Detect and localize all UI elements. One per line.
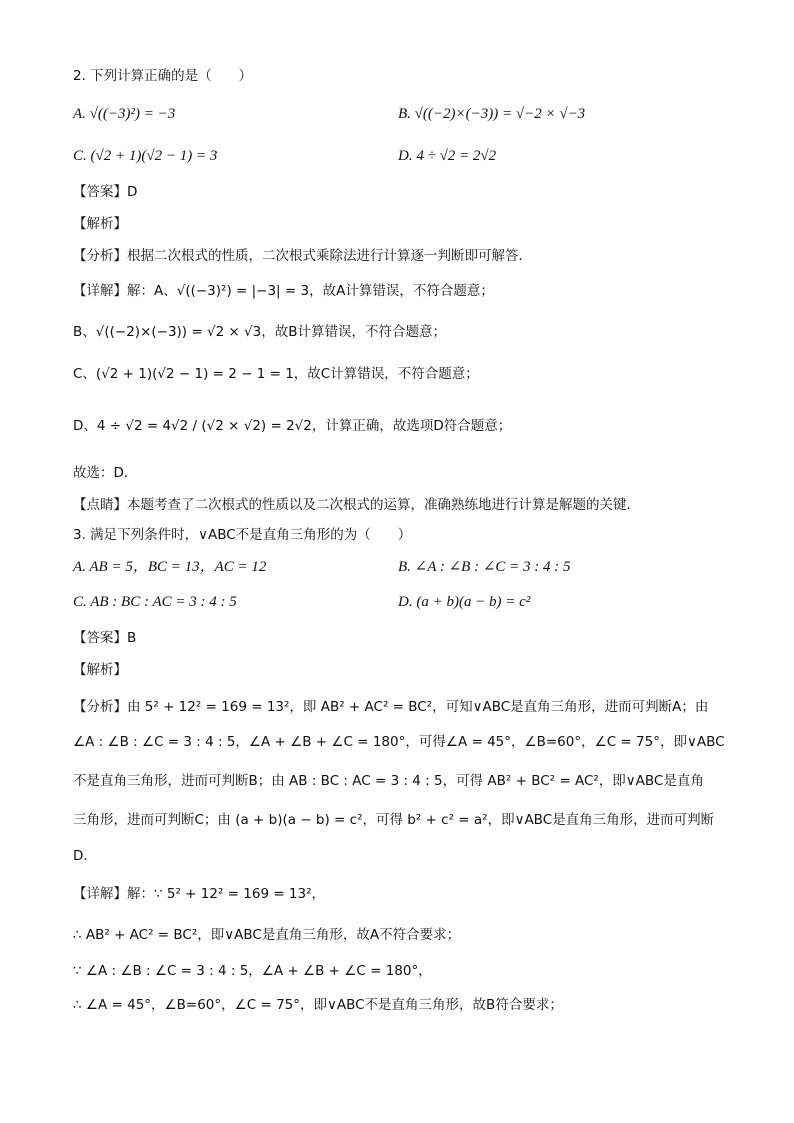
q3-analysis-line-5: D． xyxy=(73,848,97,864)
q3-option-d: D. (a + b)(a − b) = c² xyxy=(398,594,531,610)
q3-detail-line-4: ∴ ∠A = 45°，∠B=60°，∠C = 75°，即∨ABC不是直角三角形，故B符合要求； xyxy=(73,997,563,1013)
q3-option-c: C. AB : BC : AC = 3 : 4 : 5 xyxy=(73,594,237,610)
q3-stem: 3. 满足下列条件时，∨ABC不是直角三角形的为（ ） xyxy=(73,527,412,543)
q2-option-d: D. 4 ÷ √2 = 2√2 xyxy=(398,148,497,164)
q2-detail-c: C、(√2 + 1)(√2 − 1) = 2 − 1 = 1，故C计算错误，不符合题意； xyxy=(73,366,479,382)
q2-option-a: A. √((−3)²) = −3 xyxy=(73,106,176,122)
q3-answer: 【答案】B xyxy=(73,630,137,646)
q2-stem: 2. 下列计算正确的是（ ） xyxy=(73,68,253,84)
q3-analysis-line-2: ∠A : ∠B : ∠C = 3 : 4 : 5，∠A + ∠B + ∠C = 180°，可得∠A = 45°，∠B=60°，∠C = 75°，即∨ABC xyxy=(73,734,725,750)
q3-analysis-line-4: 三角形，进而可判断C；由 (a + b)(a − b) = c²，可得 b² + c² = a²，即∨ABC是直角三角形，进而可判断 xyxy=(73,812,715,828)
q2-option-c: C. (√2 + 1)(√2 − 1) = 3 xyxy=(73,148,218,164)
q2-analysis-heading: 【解析】 xyxy=(73,216,127,232)
q3-option-b: B. ∠A : ∠B : ∠C = 3 : 4 : 5 xyxy=(398,559,571,575)
q2-option-b: B. √((−2)×(−3)) = √−2 × √−3 xyxy=(398,106,586,122)
q3-option-a: A. AB = 5，BC = 13，AC = 12 xyxy=(73,559,267,575)
q3-analysis-line-1: 【分析】由 5² + 12² = 169 = 13²，即 AB² + AC² = BC²，可知∨ABC是直角三角形，进而可判断A；由 xyxy=(73,699,709,715)
q3-analysis-line-3: 不是直角三角形，进而可判断B；由 AB : BC : AC = 3 : 4 : 5，可得 AB² + BC² = AC²，即∨ABC是直角 xyxy=(73,773,704,789)
q2-detail-d: D、4 ÷ √2 = 4√2 / (√2 × √2) = 2√2，计算正确，故选项D符合题意； xyxy=(73,418,512,434)
q2-detail-b: B、√((−2)×(−3)) = √2 × √3，故B计算错误，不符合题意； xyxy=(73,324,447,340)
q2-comment: 【点睛】本题考查了二次根式的性质以及二次根式的运算，准确熟练地进行计算是解题的关键． xyxy=(73,497,640,513)
q3-detail-line-2: ∴ AB² + AC² = BC²，即∨ABC是直角三角形，故A不符合要求； xyxy=(73,927,461,943)
q3-detail-line-1: 【详解】解：∵ 5² + 12² = 169 = 13²， xyxy=(73,886,326,902)
q3-analysis-heading: 【解析】 xyxy=(73,662,127,678)
q2-analysis: 【分析】根据二次根式的性质，二次根式乘除法进行计算逐一判断即可解答． xyxy=(73,248,532,264)
q3-detail-line-3: ∵ ∠A : ∠B : ∠C = 3 : 4 : 5，∠A + ∠B + ∠C = 180°， xyxy=(73,963,432,979)
q2-choose: 故选：D． xyxy=(73,465,138,481)
q2-answer: 【答案】D xyxy=(73,184,138,200)
q2-detail-a: 【详解】解：A、√((−3)²) = |−3| = 3，故A计算错误，不符合题意； xyxy=(73,283,494,299)
